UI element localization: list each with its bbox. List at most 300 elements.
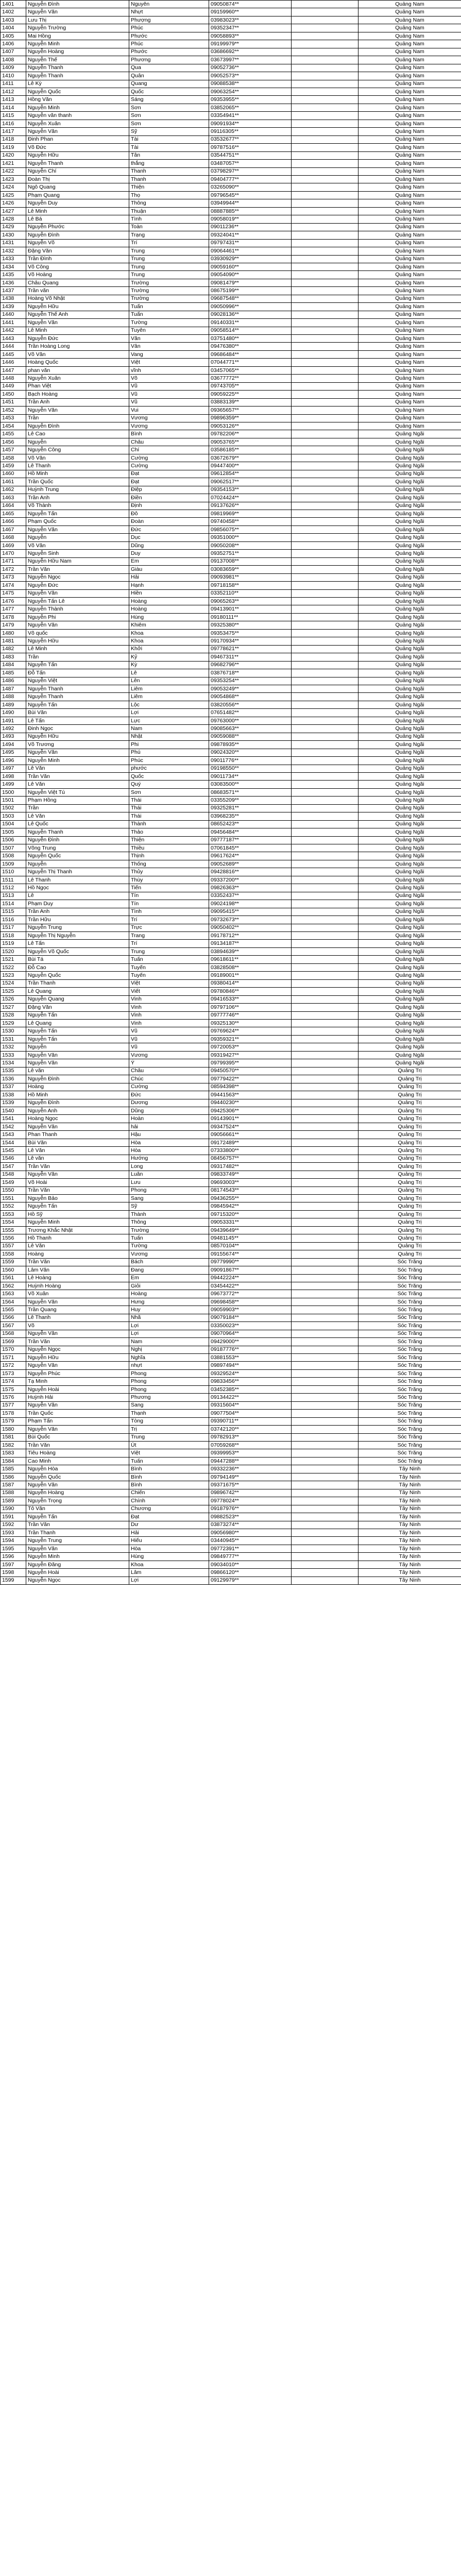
province: Quảng Nam (358, 287, 461, 295)
last-middle-name: Lê Văn (26, 1242, 129, 1250)
row-number: 1403 (1, 16, 26, 24)
last-middle-name: Lê Quang (26, 1020, 129, 1027)
first-name: Trường (129, 295, 209, 302)
table-row (1, 311, 461, 318)
province: Sóc Trăng (358, 1282, 461, 1290)
table-row (1, 1433, 461, 1441)
first-name: Hùng (129, 1553, 209, 1561)
table-row (1, 1497, 461, 1505)
row-number: 1428 (1, 215, 26, 223)
table-row (1, 1187, 461, 1194)
row-number: 1530 (1, 1027, 26, 1035)
row-number: 1509 (1, 860, 26, 868)
empty-cell (292, 279, 358, 286)
last-middle-name: Phạm Quốc (26, 518, 129, 526)
phone-number: 09796545** (209, 191, 292, 199)
row-number: 1527 (1, 1004, 26, 1011)
province: Quảng Ngãi (358, 597, 461, 605)
row-number: 1447 (1, 366, 26, 374)
row-number: 1557 (1, 1242, 26, 1250)
province: Quảng Ngãi (358, 685, 461, 692)
province: Quảng Nam (358, 199, 461, 207)
phone-number: 09050996** (209, 303, 292, 311)
first-name: Kỷ (129, 653, 209, 661)
last-middle-name: Đặng Văn (26, 247, 129, 255)
table-row (1, 1107, 461, 1114)
phone-number: 09439649** (209, 1226, 292, 1234)
province: Quảng Ngãi (358, 924, 461, 931)
empty-cell (292, 303, 358, 311)
first-name: Điệp (129, 486, 209, 494)
first-name: Hoàng (129, 605, 209, 613)
last-middle-name: Lê Cao (26, 430, 129, 438)
empty-cell (292, 1218, 358, 1226)
table-row (1, 398, 461, 406)
empty-cell (292, 255, 358, 263)
empty-cell (292, 988, 358, 995)
phone-number: 03672679** (209, 454, 292, 462)
empty-cell (292, 884, 358, 892)
table-row (1, 788, 461, 796)
phone-number: 09315604** (209, 1401, 292, 1409)
row-number: 1597 (1, 1561, 26, 1568)
first-name: Lợi (129, 709, 209, 717)
last-middle-name: Đoàn Thị (26, 175, 129, 183)
last-middle-name: Nguyễn Hoài (26, 1569, 129, 1577)
first-name: Dương (129, 1099, 209, 1107)
province: Quảng Nam (358, 135, 461, 143)
province: Quảng Ngãi (358, 884, 461, 892)
first-name: Thông (129, 1218, 209, 1226)
phone-number: 09436255** (209, 1194, 292, 1202)
province: Tây Ninh (358, 1473, 461, 1481)
province: Quảng Ngãi (358, 788, 461, 796)
table-row (1, 1569, 461, 1577)
phone-number: 03742120** (209, 1426, 292, 1433)
table-row (1, 645, 461, 653)
last-middle-name: Trần Văn (26, 1521, 129, 1529)
empty-cell (292, 1004, 358, 1011)
last-middle-name: Lê Minh (26, 645, 129, 653)
first-name: phước (129, 765, 209, 772)
province: Quảng Trị (358, 1067, 461, 1075)
province: Quảng Ngãi (358, 470, 461, 478)
row-number: 1541 (1, 1115, 26, 1123)
first-name: Tài (129, 135, 209, 143)
phone-number: 09413901** (209, 605, 292, 613)
row-number: 1508 (1, 852, 26, 860)
table-row (1, 1346, 461, 1353)
last-middle-name: Nguyễn Duy (26, 199, 129, 207)
first-name: Thiều (129, 844, 209, 852)
phone-number: 09763000** (209, 717, 292, 724)
phone-number: 09371675** (209, 1481, 292, 1489)
table-row (1, 518, 461, 526)
first-name: Em (129, 1274, 209, 1282)
table-row (1, 1051, 461, 1059)
phone-number: 09686484** (209, 350, 292, 358)
last-middle-name: Nguyễn Đình (26, 836, 129, 844)
first-name: Sơn (129, 104, 209, 111)
phone-number: 09134422** (209, 1394, 292, 1401)
table-row (1, 350, 461, 358)
phone-number: 09052573** (209, 72, 292, 80)
province: Quảng Ngãi (358, 566, 461, 573)
first-name: Hoàng (129, 597, 209, 605)
province: Quảng Nam (358, 279, 461, 286)
empty-cell (292, 263, 358, 270)
row-number: 1439 (1, 303, 26, 311)
first-name: Tình (129, 908, 209, 916)
table-row (1, 1234, 461, 1242)
table-row (1, 1330, 461, 1337)
table-row (1, 757, 461, 765)
row-number: 1407 (1, 48, 26, 56)
province: Quảng Nam (358, 247, 461, 255)
phone-number: 09481145** (209, 1234, 292, 1242)
first-name: Trạng (129, 231, 209, 239)
last-middle-name: Nguyễn Đức (26, 335, 129, 343)
province: Quảng Nam (358, 1, 461, 8)
row-number: 1466 (1, 518, 26, 526)
table-row (1, 406, 461, 414)
empty-cell (292, 135, 358, 143)
last-middle-name: Lê Kỳ (26, 80, 129, 88)
phone-number: 03686692** (209, 48, 292, 56)
province: Quảng Ngãi (358, 972, 461, 979)
phone-number: 09170934** (209, 637, 292, 645)
row-number: 1499 (1, 781, 26, 788)
phone-number: 03440945** (209, 1537, 292, 1545)
table-row (1, 852, 461, 860)
first-name: Đang (129, 1266, 209, 1274)
first-name: Định (129, 502, 209, 510)
first-name: Sỹ (129, 1202, 209, 1210)
first-name: Đạt (129, 470, 209, 478)
empty-cell (292, 1298, 358, 1306)
row-number: 1455 (1, 430, 26, 438)
last-middle-name: Trần Văn (26, 772, 129, 780)
first-name: Quý (129, 781, 209, 788)
row-number: 1502 (1, 804, 26, 812)
row-number: 1496 (1, 757, 26, 765)
phone-number: 09456484** (209, 828, 292, 836)
last-middle-name: Võ Đức (26, 144, 129, 151)
first-name: Dũng (129, 541, 209, 549)
first-name: Thái (129, 796, 209, 804)
phone-number: 09319427** (209, 1051, 292, 1059)
phone-number: 09743705** (209, 382, 292, 390)
first-name: Thuận (129, 207, 209, 215)
last-middle-name: Nguyễn Đình (26, 422, 129, 430)
last-middle-name: Ngô Quang (26, 183, 129, 191)
empty-cell (292, 88, 358, 95)
first-name: Thái (129, 804, 209, 812)
province: Quảng Trị (358, 1099, 461, 1107)
empty-cell (292, 183, 358, 191)
phone-number: 09050874** (209, 1, 292, 8)
first-name: Hậu (129, 1131, 209, 1139)
table-row (1, 733, 461, 740)
row-number: 1513 (1, 892, 26, 900)
first-name: Vương (129, 422, 209, 430)
last-middle-name: Võ Hoài (26, 1179, 129, 1187)
phone-number: 09779422** (209, 1075, 292, 1083)
row-number: 1406 (1, 40, 26, 48)
province: Quảng Ngãi (358, 557, 461, 565)
row-number: 1524 (1, 979, 26, 987)
province: Quảng Nam (358, 215, 461, 223)
province: Sóc Trăng (358, 1330, 461, 1337)
last-middle-name: Nguyễn Văn (26, 1298, 129, 1306)
row-number: 1463 (1, 494, 26, 502)
table-row (1, 1553, 461, 1561)
empty-cell (292, 1282, 358, 1290)
row-number: 1484 (1, 661, 26, 669)
first-name: Tuấn (129, 311, 209, 318)
phone-number: 03083500** (209, 781, 292, 788)
phone-number: 09011236** (209, 223, 292, 231)
last-middle-name: Nguyễn Thanh (26, 160, 129, 167)
phone-number: 09740458** (209, 518, 292, 526)
first-name: Phúc (129, 24, 209, 32)
phone-number: 09365657** (209, 406, 292, 414)
last-middle-name: Nguyễn Tấn (26, 1513, 129, 1521)
province: Quảng Ngãi (358, 653, 461, 661)
province: Quảng Ngãi (358, 510, 461, 518)
empty-cell (292, 741, 358, 749)
row-number: 1563 (1, 1290, 26, 1298)
row-number: 1427 (1, 207, 26, 215)
table-row (1, 1537, 461, 1545)
last-middle-name: Nguyễn Phi (26, 613, 129, 621)
province: Sóc Trăng (358, 1442, 461, 1449)
last-middle-name: Nguyễn văn thanh (26, 112, 129, 120)
row-number: 1504 (1, 820, 26, 828)
row-number: 1581 (1, 1433, 26, 1441)
phone-number: 09787516** (209, 144, 292, 151)
phone-number: 09618611** (209, 956, 292, 963)
last-middle-name: Nguyễn Văn (26, 319, 129, 327)
phone-number: 09347524** (209, 1123, 292, 1130)
table-row (1, 1513, 461, 1521)
empty-cell (292, 1083, 358, 1091)
empty-cell (292, 64, 358, 72)
row-number: 1494 (1, 741, 26, 749)
province: Sóc Trăng (358, 1338, 461, 1346)
last-middle-name: Nguyễn Tấn (26, 510, 129, 518)
row-number: 1470 (1, 550, 26, 557)
province: Quảng Trị (358, 1139, 461, 1146)
first-name: Vũ (129, 398, 209, 406)
last-middle-name: Nguyễn Tấn (26, 1027, 129, 1035)
last-middle-name: Nguyễn Văn (26, 1401, 129, 1409)
last-middle-name: Nguyễn (26, 860, 129, 868)
table-row (1, 112, 461, 120)
first-name: Phúc (129, 757, 209, 765)
empty-cell (292, 430, 358, 438)
phone-number: 08675199** (209, 287, 292, 295)
province: Quảng Trị (358, 1107, 461, 1114)
empty-cell (292, 1163, 358, 1171)
province: Quảng Nam (358, 255, 461, 263)
row-number: 1546 (1, 1155, 26, 1162)
last-middle-name: Trần (26, 653, 129, 661)
phone-number: 09447400** (209, 462, 292, 470)
phone-number: 08456757** (209, 1155, 292, 1162)
empty-cell (292, 1338, 358, 1346)
empty-cell (292, 494, 358, 502)
last-middle-name: Nguyễn Văn (26, 1545, 129, 1552)
row-number: 1430 (1, 231, 26, 239)
province: Sóc Trăng (358, 1354, 461, 1362)
first-name: Phong (129, 1187, 209, 1194)
phone-number: 03352437** (209, 892, 292, 900)
province: Tây Ninh (358, 1489, 461, 1497)
first-name: Phúc (129, 40, 209, 48)
phone-number: 09077504** (209, 1410, 292, 1417)
empty-cell (292, 629, 358, 637)
phone-number: 08887885** (209, 207, 292, 215)
first-name: Tình (129, 215, 209, 223)
province: Quảng Trị (358, 1250, 461, 1258)
last-middle-name: Nguyễn Đình (26, 231, 129, 239)
province: Quảng Ngãi (358, 820, 461, 828)
province: Quảng Ngãi (358, 541, 461, 549)
first-name: Giàu (129, 566, 209, 573)
phone-number: 08594398** (209, 1083, 292, 1091)
first-name: Vũ (129, 1043, 209, 1051)
phone-number: 09425306** (209, 1107, 292, 1114)
last-middle-name: Hồng Văn (26, 96, 129, 104)
first-name: Điền (129, 494, 209, 502)
province: Quảng Ngãi (358, 781, 461, 788)
row-number: 1596 (1, 1553, 26, 1561)
last-middle-name: Nguyễn Văn (26, 1123, 129, 1130)
last-middle-name: Nguyễn Võ Quốc (26, 947, 129, 955)
table-row (1, 335, 461, 343)
first-name: Đức (129, 526, 209, 533)
first-name: Tuyến (129, 963, 209, 971)
empty-cell (292, 804, 358, 812)
last-middle-name: Nguyễn Thế (26, 56, 129, 64)
last-middle-name: Nguyễn Tấn (26, 661, 129, 669)
table-row (1, 772, 461, 780)
province: Quảng Ngãi (358, 1011, 461, 1019)
last-middle-name: Trần Hữu (26, 916, 129, 924)
last-middle-name: Đỗ Cao (26, 963, 129, 971)
province: Quảng Trị (358, 1202, 461, 1210)
first-name: Sơn (129, 788, 209, 796)
first-name: Hòa (129, 1545, 209, 1552)
row-number: 1507 (1, 844, 26, 852)
province: Quảng Trị (358, 1091, 461, 1099)
first-name: Thanh (129, 167, 209, 175)
row-number: 1544 (1, 1139, 26, 1146)
first-name: Bình (129, 1465, 209, 1473)
phone-number: 09819969** (209, 510, 292, 518)
table-row (1, 932, 461, 940)
phone-number: 03544751** (209, 151, 292, 159)
first-name: Phong (129, 1378, 209, 1385)
first-name: Sơn (129, 120, 209, 127)
phone-number: 09059160** (209, 263, 292, 270)
first-name: Hải (129, 1529, 209, 1537)
row-number: 1468 (1, 534, 26, 541)
province: Sóc Trăng (358, 1394, 461, 1401)
empty-cell (292, 191, 358, 199)
first-name: Châu (129, 438, 209, 446)
empty-cell (292, 566, 358, 573)
last-middle-name: Châu Quang (26, 279, 129, 286)
phone-number: 09441563** (209, 1091, 292, 1099)
phone-number: 03876718** (209, 669, 292, 677)
first-name: Hoàn (129, 1115, 209, 1123)
last-middle-name: Nguyễn Thị Nguyễn (26, 932, 129, 940)
phone-number: 09093981** (209, 573, 292, 581)
phone-number: 09052736** (209, 64, 292, 72)
last-middle-name: Võ quốc (26, 629, 129, 637)
row-number: 1562 (1, 1282, 26, 1290)
province: Quảng Nam (358, 96, 461, 104)
phone-number: 09897494** (209, 1362, 292, 1369)
empty-cell (292, 40, 358, 48)
empty-cell (292, 1354, 358, 1362)
empty-cell (292, 972, 358, 979)
province: Quảng Nam (358, 32, 461, 40)
row-number: 1483 (1, 653, 26, 661)
table-row (1, 828, 461, 836)
table-row (1, 1171, 461, 1178)
table-row (1, 701, 461, 708)
first-name: Khoa (129, 637, 209, 645)
province: Quảng Trị (358, 1123, 461, 1130)
last-middle-name: Nguyễn Văn (26, 589, 129, 597)
empty-cell (292, 438, 358, 446)
province: Sóc Trăng (358, 1290, 461, 1298)
table-row (1, 637, 461, 645)
phone-number: 09780846** (209, 988, 292, 995)
last-middle-name: Nguyễn Thanh (26, 685, 129, 692)
empty-cell (292, 72, 358, 80)
row-number: 1536 (1, 1075, 26, 1083)
phone-number: 09172489** (209, 1139, 292, 1146)
row-number: 1598 (1, 1569, 26, 1577)
last-middle-name: Trần Đình (26, 255, 129, 263)
last-middle-name: Võ Hoàng (26, 271, 129, 279)
table-row (1, 597, 461, 605)
empty-cell (292, 1433, 358, 1441)
phone-number: 09064461** (209, 247, 292, 255)
table-row (1, 247, 461, 255)
phone-number: 09137008** (209, 557, 292, 565)
last-middle-name: Lê Tấn (26, 717, 129, 724)
empty-cell (292, 1051, 358, 1059)
first-name: Văn (129, 335, 209, 343)
table-row (1, 956, 461, 963)
empty-cell (292, 1107, 358, 1114)
row-number: 1591 (1, 1513, 26, 1521)
province: Quảng Nam (358, 88, 461, 95)
province: Quảng Ngãi (358, 812, 461, 820)
row-number: 1418 (1, 135, 26, 143)
empty-cell (292, 677, 358, 685)
empty-cell (292, 1139, 358, 1146)
first-name: Châu (129, 1067, 209, 1075)
table-row (1, 526, 461, 533)
first-name: Võ (129, 375, 209, 382)
table-row (1, 64, 461, 72)
